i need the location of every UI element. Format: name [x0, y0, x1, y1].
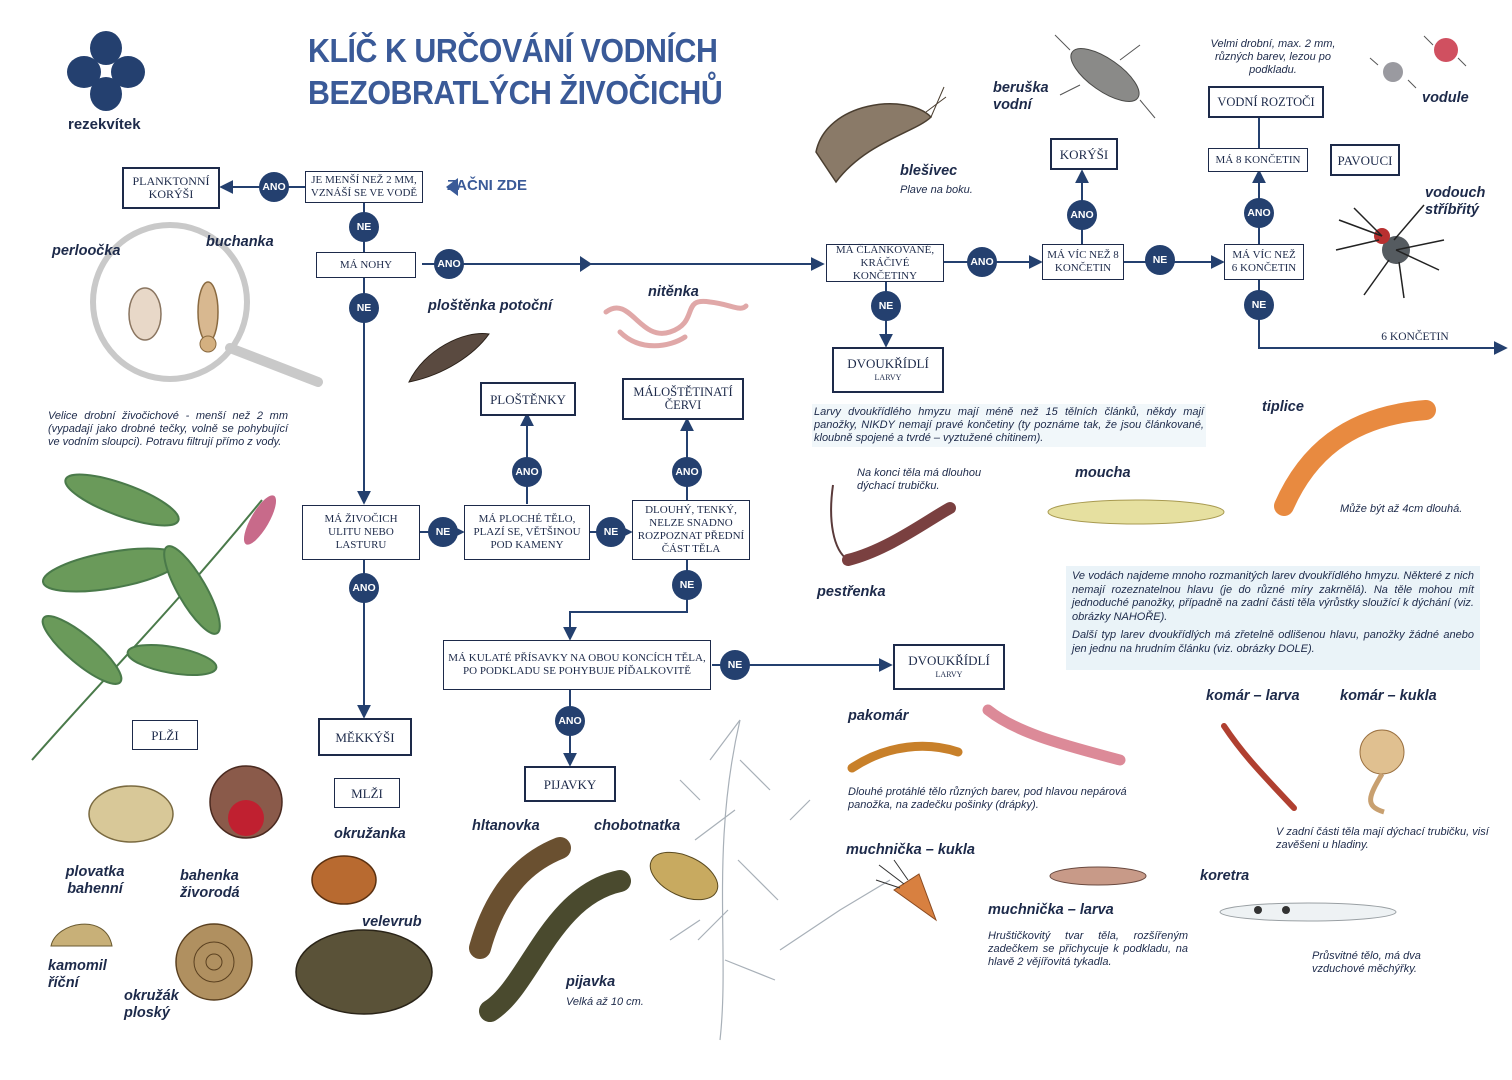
circle-yes-sucker: ANO — [555, 706, 585, 736]
box-more8-question-label: MÁ VÍC NEŽ 8 KONČETIN — [1047, 249, 1119, 274]
plostenka-illustration — [404, 320, 494, 390]
beruska-illustration — [1050, 20, 1160, 120]
note-pestrenka: Na konci těla má dlouhou dýchací trubičku. — [857, 467, 982, 492]
box-mekkysi — [318, 718, 412, 756]
muchnicka-illustration — [874, 860, 1154, 930]
box-maloste-label: MÁLOŠTĚTINATÍ ČERVI — [633, 385, 733, 412]
box-sucker-question — [443, 640, 711, 690]
circle-yes-shell: ANO — [349, 573, 379, 603]
name-perloocka: perloočka — [52, 243, 121, 259]
box-maloste — [622, 378, 744, 420]
note-komar: V zadní části těla mají dýchací trubičku, visí zavěšeni u hladiny. — [1276, 826, 1489, 851]
box-has8 — [1208, 148, 1308, 172]
box-jointed-question — [826, 244, 944, 282]
name-moucha: moucha — [1075, 465, 1131, 481]
pestrenka-illustration — [828, 480, 958, 570]
note-pakomar: Dlouhé protáhlé tělo různých barev, pod hlavou nepárová panožka, na zadečku pošinky (drápky). — [848, 786, 1127, 811]
name-plovatka: plovatka bahenní — [65, 864, 125, 897]
koretra-illustration — [1218, 894, 1398, 930]
circle-no-legs: NE — [349, 293, 379, 323]
box-pijavky-label: PIJAVKY — [543, 776, 597, 792]
moucha-illustration — [1048, 494, 1228, 530]
note-tiplice: Může být až 4cm dlouhá. — [1340, 503, 1463, 515]
name-pakomar: pakomár — [848, 708, 909, 724]
note-pijavka: Velká až 10 cm. — [566, 996, 644, 1008]
name-komar-larva: komár – larva — [1206, 688, 1300, 704]
circle-no-more6: NE — [1244, 290, 1274, 320]
box-dvoukridli-mid — [893, 644, 1005, 690]
box-dvoukridli-top-label: DVOUKŘÍDLÍ — [847, 356, 929, 371]
name-bahenka: bahenka živorodá — [180, 868, 240, 901]
box-plostenky-label: PLOŠTĚNKY — [490, 391, 566, 407]
circle-no-more8: NE — [1145, 245, 1175, 275]
box-size-question-label: JE MENŠÍ NEŽ 2 MM, VZNÁŠÍ SE VE VODĚ — [310, 174, 418, 199]
circle-yes-flat: ANO — [512, 457, 542, 487]
box-roztoci — [1208, 86, 1324, 118]
box-legs-question-label: MÁ NOHY — [339, 258, 393, 271]
name-komar-kukla: komár – kukla — [1340, 688, 1437, 704]
start-label: ZAČNI ZDE — [447, 177, 527, 194]
box-shell-question-label: MÁ ŽIVOČICH ULITU NEBO LASTURU — [324, 513, 398, 551]
box-dvoukridli-mid-sub: larvy — [935, 666, 963, 680]
mussels-illustration — [296, 848, 436, 1018]
box-more8-question — [1042, 244, 1124, 280]
box-jointed-question-label: MÁ ČLÁNKOVANÉ, KRÁČIVÉ KONČETINY — [835, 243, 935, 282]
box-dvoukridli-top-sub: larvy — [874, 369, 902, 383]
plant-illustration-left — [22, 460, 322, 770]
box-more6-question-label: MÁ VÍC NEŽ 6 KONČETIN — [1231, 249, 1297, 274]
circle-no-sucker: NE — [720, 650, 750, 680]
box-mlzi — [334, 778, 400, 808]
box-plankton-label: PLANKTONNÍ KORÝŠI — [132, 174, 210, 201]
box-more6-question — [1224, 244, 1304, 280]
note-plankton: Velice drobní živočichové - menší než 2 mm (vypadají jako drobné tečky, volně se pohybující ve vodním sloupci). Potravu filtrují přímo z vody. — [48, 410, 288, 448]
box-korysi-label: KORÝŠI — [1059, 146, 1109, 162]
box-plankton — [122, 167, 220, 209]
name-vodouch: vodouch stříbřitý — [1425, 185, 1486, 218]
name-nitenka: nitěnka — [648, 284, 699, 300]
page-title — [308, 30, 722, 114]
box-thin-question-label: DLOUHÝ, TENKÝ, NELZE SNADNO ROZPOZNAT PŘEDNÍ ČÁST TĚLA — [637, 504, 745, 555]
name-velevrub: velevrub — [362, 914, 422, 930]
logo-icon — [66, 30, 146, 110]
name-buchanka: buchanka — [206, 234, 274, 250]
logo-text: rezekvítek — [68, 116, 141, 133]
name-plostenka: ploštěnka potoční — [428, 298, 553, 314]
box-plzi-label: PLŽI — [151, 727, 179, 743]
name-pestrenka: pestřenka — [817, 584, 886, 600]
box-pavouci-label: PAVOUCI — [1337, 152, 1393, 168]
box-pavouci — [1330, 144, 1400, 176]
box-dvoukridli-mid-label: DVOUKŘÍDLÍ — [908, 653, 990, 668]
circle-no-size: NE — [349, 212, 379, 242]
circle-yes-jointed: ANO — [967, 247, 997, 277]
box-has8-label: MÁ 8 KONČETIN — [1215, 153, 1301, 166]
box-dvoukridli-top — [832, 347, 944, 393]
box-flat-question-label: MÁ PLOCHÉ TĚLO, PLAZÍ SE, VĚTŠINOU POD KAMENY — [473, 513, 581, 551]
label-six-legs: 6 KONČETIN — [1381, 331, 1449, 343]
circle-no-jointed: NE — [871, 291, 901, 321]
box-korysi — [1050, 138, 1118, 170]
note-roztoci: Velmi drobní, max. 2 mm, různých barev, lezou po podkladu. — [1210, 38, 1336, 76]
box-sucker-question-label: MÁ KULATÉ PŘÍSAVKY NA OBOU KONCÍCH TĚLA, PO PODKLADU SE POHYBUJE PÍĎALKOVITĚ — [448, 652, 706, 677]
title-line-2: BEZOBRATLÝCH ŽIVOČICHŮ — [308, 74, 723, 111]
name-muchnicka-larva: muchnička – larva — [988, 902, 1114, 918]
box-thin-question — [632, 500, 750, 560]
box-plostenky — [480, 382, 576, 416]
box-roztoci-label: VODNÍ ROZTOČI — [1217, 94, 1315, 109]
circle-no-flat: NE — [596, 517, 626, 547]
title-line-1: KLÍČ K URČOVÁNÍ VODNÍCH — [308, 32, 718, 69]
box-mekkysi-label: MĚKKÝŠI — [335, 729, 395, 745]
name-pijavka: pijavka — [566, 974, 616, 990]
box-flat-question — [464, 505, 590, 560]
box-pijavky — [524, 766, 616, 802]
larvae-info-panel — [1066, 566, 1480, 670]
name-okruzak: okružák ploský — [124, 988, 179, 1021]
circle-no-thin: NE — [672, 570, 702, 600]
note-koretra: Průsvitné tělo, má dva vzduchové měchýřky. — [1312, 950, 1421, 975]
larvae-info-p1: Ve vodách najdeme mnoho rozmanitých larev dvoukřídlého hmyzu. Některé z nich nemají rozeznatelnou hlavu (je do různé míry zakrnělá). Na těle mohou mít jednoduché panožky, případně na zadní části těla výrůstky sloužící k dýchání (viz. obrázky NAHOŘE). — [1072, 570, 1474, 623]
circle-yes-thin: ANO — [672, 457, 702, 487]
name-hltanovka: hltanovka — [472, 818, 540, 834]
leeches-illustration — [470, 836, 720, 1021]
name-beruska: beruška vodní — [993, 80, 1049, 113]
box-size-question — [305, 171, 423, 203]
name-koretra: koretra — [1200, 868, 1250, 884]
circle-yes-more8: ANO — [1067, 200, 1097, 230]
nitenka-illustration — [600, 292, 750, 357]
circle-yes-plankton: ANO — [259, 172, 289, 202]
name-tiplice: tiplice — [1262, 399, 1304, 415]
note-dvoukridli: Larvy dvoukřídlého hmyzu mají méně než 15 tělních článků, někdy mají panožky, NIKDY nemají pravé končetiny (ty poznáme tak, že jsou článkované, kloubně spojené a tvrdé – vyztužené chitinem). — [812, 404, 1206, 447]
name-okruzanka: okružanka — [334, 826, 406, 842]
larvae-info-p2: Další typ larev dvoukřídlých má zřetelně odlišenou hlavu, panožky žádné anebo jen jednu na hrudním článku (viz. obrázky DOLE). — [1072, 629, 1474, 655]
name-chobotnatka: chobotnatka — [594, 818, 681, 834]
box-legs-question — [316, 252, 416, 278]
box-mlzi-label: MLŽI — [351, 785, 383, 801]
note-blesivec: Plave na boku. — [900, 184, 973, 196]
name-vodule: vodule — [1422, 90, 1469, 106]
note-muchnicka: Hruštičkovitý tvar těla, rozšířeným zadečkem se přichycuje k podkladu, na hlavě 2 vějířovitá tykadla. — [988, 930, 1188, 968]
name-blesivec: blešivec — [900, 163, 958, 179]
circle-no-shell: NE — [428, 517, 458, 547]
name-kamomil: kamomil říční — [48, 958, 107, 991]
circle-yes-legs: ANO — [434, 249, 464, 279]
name-muchnicka-kukla: muchnička – kukla — [846, 842, 975, 858]
circle-yes-more6: ANO — [1244, 198, 1274, 228]
komar-illustration — [1214, 716, 1444, 816]
